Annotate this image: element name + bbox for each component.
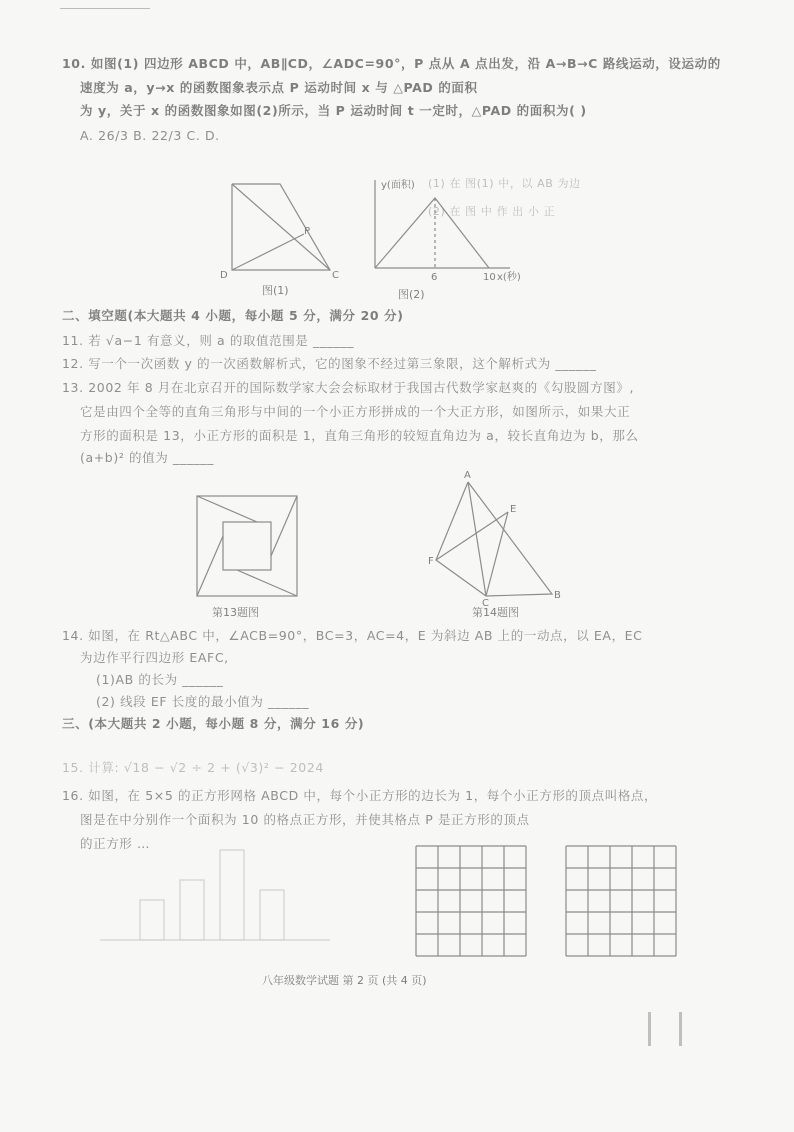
q10-line2: 速度为 a，y→x 的函数图象表示点 P 运动时间 x 与 △PAD 的面积	[80, 80, 478, 95]
section3-title: 三、(本大题共 2 小题，每小题 8 分，满分 16 分)	[62, 716, 365, 731]
q10-side-note-2: (2) 在 图 中 作 出 小 正	[428, 205, 556, 218]
q10-fig2-x1: 6	[431, 272, 438, 283]
q10-side-note-1: (1) 在 图(1) 中，以 AB 为边	[428, 177, 581, 190]
q16-grid-2	[560, 838, 690, 962]
svg-text:C: C	[482, 598, 489, 609]
q10-fig2-yaxis-label: y(面积)	[381, 180, 415, 191]
q13-line1: 13. 2002 年 8 月在北京召开的国际数学家大会会标取材于我国古代数学家赵爽的《勾股圆方图》,	[62, 380, 635, 395]
svg-text:A: A	[464, 470, 471, 481]
scan-stamp-mark	[648, 1012, 682, 1046]
svg-text:F: F	[428, 556, 434, 567]
bleed-through-chart	[100, 840, 340, 950]
q16-line3: 的正方形 …	[80, 836, 151, 851]
q10-figure-1	[220, 178, 340, 288]
q10-fig1-caption: 图(1)	[262, 284, 289, 297]
q10-options: A. 26/3 B. 22/3 C. D.	[80, 128, 220, 143]
svg-text:E: E	[510, 504, 517, 515]
svg-text:P: P	[304, 226, 311, 237]
q14-figure	[428, 470, 561, 609]
svg-text:C: C	[332, 270, 339, 281]
q14-caption: 第14题图	[472, 606, 519, 619]
q11: 11. 若 √a−1 有意义，则 a 的取值范围是 ______	[62, 333, 355, 348]
q10-fig2-xunit: x(秒)	[497, 272, 521, 283]
scan-mark	[60, 8, 150, 9]
q13-line4: (a+b)² 的值为 ______	[80, 450, 214, 465]
q15: 15. 计算: √18 − √2 ÷ 2 + (√3)² − 2024	[62, 760, 324, 775]
q13-caption: 第13题图	[212, 606, 259, 619]
q14-part1: (1)AB 的长为 ______	[96, 672, 224, 687]
q14-line2: 为边作平行四边形 EAFC,	[80, 650, 229, 665]
page-footer: 八年级数学试题 第 2 页 (共 4 页)	[262, 974, 427, 987]
q14-part2: (2) 线段 EF 长度的最小值为 ______	[96, 694, 310, 709]
q13-line3: 方形的面积是 13，小正方形的面积是 1，直角三角形的较短直角边为 a，较长直角边为 b，那么	[80, 428, 639, 443]
q10-figure-2	[345, 176, 521, 286]
q14-line1: 14. 如图，在 Rt△ABC 中，∠ACB=90°，BC=3，AC=4，E 为斜边 AB 上的一动点，以 EA，EC	[62, 628, 643, 643]
q12: 12. 写一个一次函数 y 的一次函数解析式，它的图象不经过第三象限，这个解析式为 ______	[62, 356, 597, 371]
q13-figure	[193, 492, 303, 602]
q10-fig2-x2: 10	[483, 272, 496, 283]
q16-line1: 16. 如图，在 5×5 的正方形网格 ABCD 中，每个小正方形的边长为 1，每个小正方形的顶点叫格点，	[62, 788, 658, 803]
q13-line2: 它是由四个全等的直角三角形与中间的一个小正方形拼成的一个大正方形，如图所示，如果大正	[80, 404, 631, 419]
q10-line3: 为 y，关于 x 的函数图象如图(2)所示，当 P 运动时间 t 一定时，△PAD 的面积为( )	[80, 103, 587, 118]
q10-line1: 10. 如图(1) 四边形 ABCD 中，AB∥CD，∠ADC=90°，P 点从 A 点出发，沿 A→B→C 路线运动，设运动的	[62, 56, 721, 71]
q16-line2: 图是在中分别作一个面积为 10 的格点正方形，并使其格点 P 是正方形的顶点	[80, 812, 530, 827]
section2-title: 二、填空题(本大题共 4 小题，每小题 5 分，满分 20 分)	[62, 308, 404, 323]
svg-text:B: B	[554, 590, 561, 601]
svg-text:D: D	[220, 270, 228, 281]
q10-fig2-caption: 图(2)	[398, 288, 425, 301]
q16-grid-1	[410, 838, 540, 962]
